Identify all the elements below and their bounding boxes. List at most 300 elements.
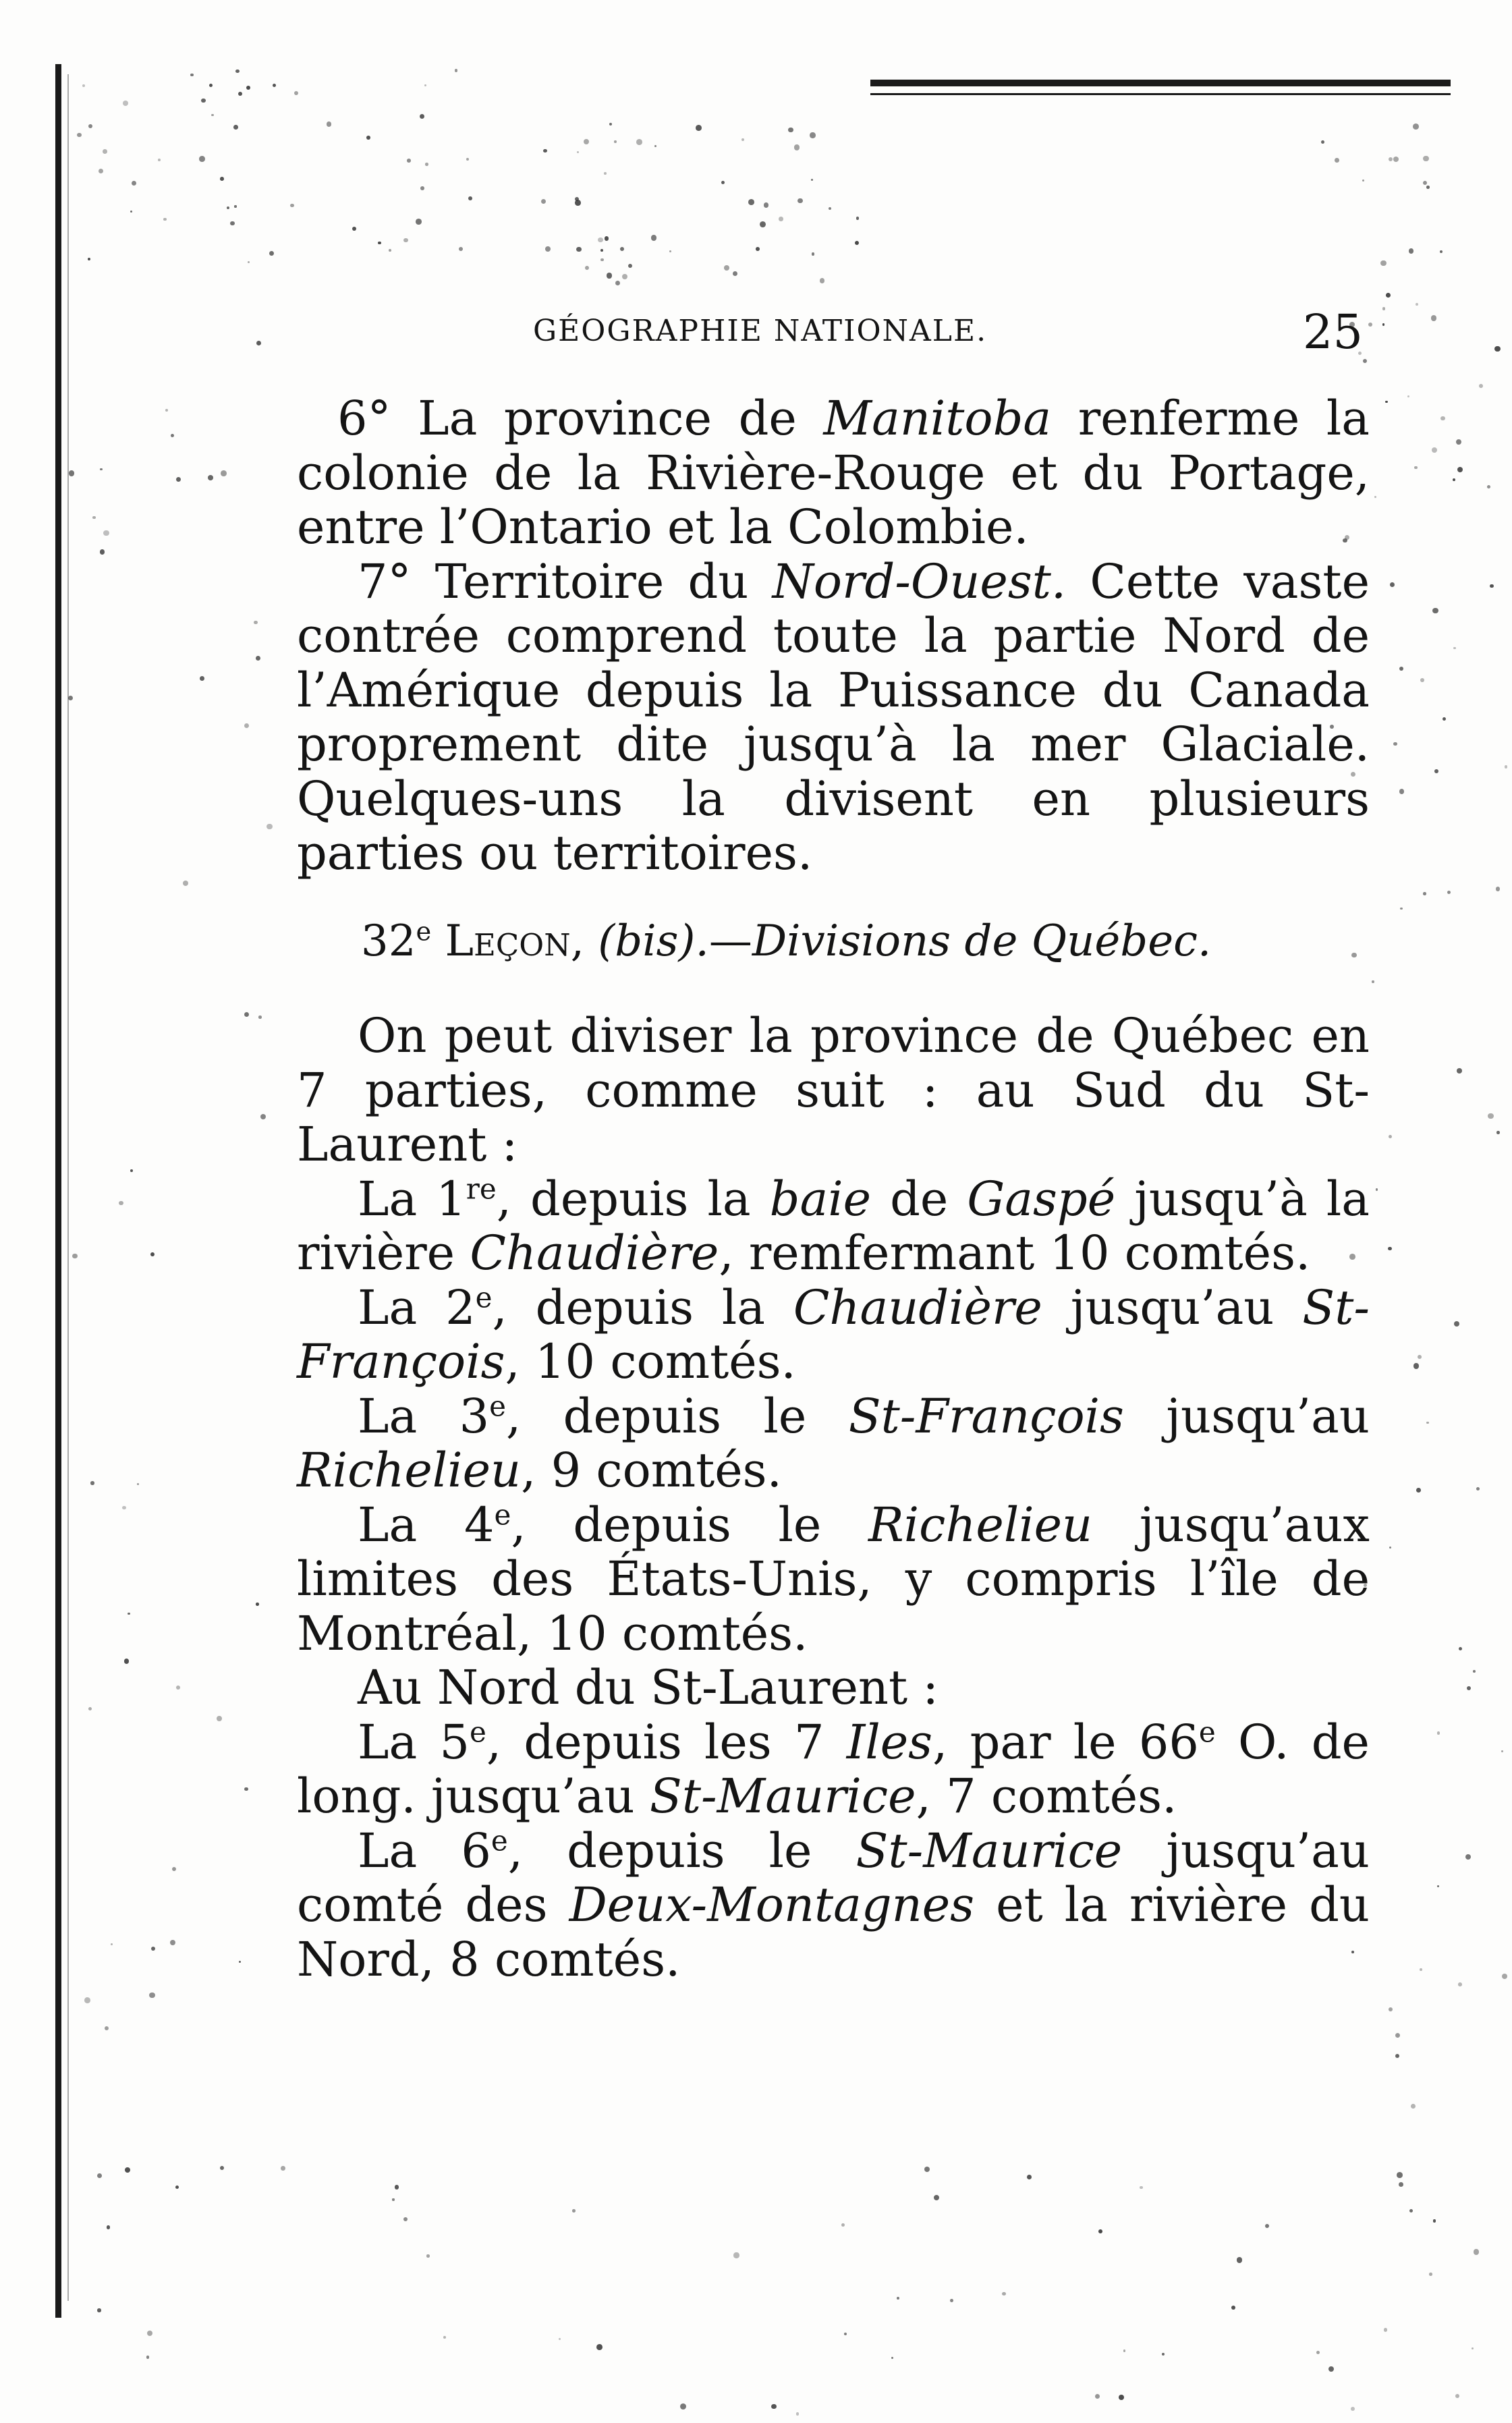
italic-text: Manitoba — [823, 391, 1052, 446]
speck — [1416, 1488, 1421, 1493]
speck — [119, 1201, 123, 1206]
lesson-title: Divisions de Québec. — [752, 916, 1212, 966]
speck — [1162, 2353, 1165, 2356]
ordinal-suffix: e — [469, 1715, 486, 1749]
speck — [227, 206, 229, 209]
speck — [403, 2217, 408, 2221]
speck — [1385, 401, 1387, 403]
speck — [771, 2404, 776, 2409]
text-run: jusqu’au — [1042, 1279, 1303, 1335]
speck — [1386, 293, 1391, 298]
speck — [443, 2336, 446, 2339]
speck — [1429, 2273, 1432, 2276]
text-run: , depuis le — [507, 1822, 856, 1878]
speck — [924, 2167, 930, 2172]
speck — [1457, 467, 1463, 472]
speck — [1413, 1363, 1419, 1368]
italic-text: St-François — [297, 1279, 1370, 1389]
ordinal-suffix: e — [1198, 1715, 1216, 1749]
paragraphs-section — [297, 1009, 1370, 1986]
speck — [88, 1707, 92, 1710]
speck — [1384, 2328, 1388, 2332]
speck — [1265, 2224, 1269, 2228]
binding-shadow — [67, 74, 69, 2301]
running-head — [533, 304, 1403, 361]
speck — [1476, 1487, 1480, 1491]
speck — [1397, 2172, 1403, 2178]
speck — [1426, 186, 1430, 189]
speck — [425, 163, 428, 165]
speck — [246, 86, 251, 90]
speck — [1502, 1974, 1507, 1979]
speck — [1423, 181, 1427, 185]
speck — [244, 723, 249, 728]
speck — [1374, 496, 1376, 498]
speck — [1393, 157, 1399, 162]
speck — [760, 221, 766, 227]
speck — [733, 271, 737, 276]
speck — [598, 238, 603, 242]
speck — [1390, 582, 1395, 587]
text-run: La 5 — [358, 1714, 470, 1770]
top-rule — [870, 80, 1451, 86]
speck — [420, 186, 424, 190]
speck — [543, 149, 547, 153]
speck — [1496, 1131, 1499, 1134]
speck — [897, 2297, 899, 2300]
speck — [107, 2225, 110, 2229]
speck — [256, 1603, 259, 1606]
speck — [88, 124, 92, 128]
speck — [97, 2308, 101, 2312]
text-run: jusqu’au comté des — [297, 1822, 1370, 1932]
speck — [1473, 1670, 1476, 1673]
speck — [748, 199, 754, 205]
speck — [389, 249, 391, 252]
text-run: Cette vaste contrée comprend toute la partie Nord de l’Amérique depuis la Puissance du Canada proprement dite jusqu’à la mer Glaciale. Quelques-uns la divisent en plusieurs parties ou territoires. — [297, 553, 1370, 881]
speck — [82, 84, 85, 87]
speck — [1321, 140, 1324, 144]
speck — [1376, 1188, 1378, 1191]
speck — [812, 252, 815, 256]
speck — [545, 246, 551, 252]
speck — [669, 250, 672, 253]
speck — [1434, 769, 1438, 773]
speck — [1380, 260, 1386, 266]
paragraph — [297, 1498, 1370, 1661]
italic-text: Deux-Montagnes — [569, 1877, 975, 1932]
text-run: , depuis le — [511, 1497, 869, 1553]
speck — [1472, 2347, 1474, 2349]
speck — [620, 247, 625, 252]
speck — [950, 2299, 953, 2302]
speck — [764, 202, 769, 208]
speck — [176, 1686, 180, 1690]
speck — [844, 2333, 847, 2335]
speck — [1316, 2351, 1320, 2354]
speck — [424, 84, 426, 86]
speck — [221, 470, 227, 476]
speck — [468, 196, 472, 200]
speck — [248, 261, 250, 264]
speck — [209, 84, 213, 87]
speck — [258, 1015, 261, 1018]
speck — [1454, 1321, 1459, 1327]
text-run: La 2 — [358, 1279, 476, 1335]
speck — [559, 2338, 561, 2340]
italic-text: Nord-Ouest. — [772, 553, 1067, 609]
speck — [395, 2185, 399, 2189]
speck — [459, 247, 463, 251]
text-run: et la rivière du Nord, 8 comtés. — [297, 1877, 1370, 1987]
text-run: , 10 comtés. — [505, 1334, 796, 1389]
text-run: renferme la colonie de la Rivière-Rouge et du Portage, entre l’Ontario et la Colombie. — [297, 391, 1370, 555]
paragraph — [297, 1661, 1370, 1715]
speck — [596, 2344, 603, 2350]
speck — [794, 144, 800, 150]
speck — [1395, 2054, 1399, 2058]
text-run: O. de long. jusqu’au — [297, 1714, 1370, 1824]
speck — [72, 1254, 78, 1259]
speck — [609, 123, 613, 126]
speck — [426, 2254, 429, 2257]
speck — [92, 516, 96, 520]
speck — [829, 207, 831, 210]
speck — [541, 199, 546, 204]
speck — [1431, 315, 1437, 321]
italic-text: St-Maurice — [856, 1822, 1123, 1878]
speck — [88, 258, 90, 260]
speck — [269, 251, 274, 256]
text-run: On peut diviser la province de Québec en 7 parties, comme suit : au Sud du St-Laurent : — [297, 1008, 1370, 1172]
speck — [1432, 608, 1438, 614]
speck — [392, 2198, 394, 2200]
speck — [1335, 158, 1339, 163]
speck — [696, 125, 702, 131]
speck — [466, 158, 469, 161]
speck — [1389, 1547, 1391, 1549]
speck — [1409, 248, 1413, 253]
speck — [124, 1659, 130, 1664]
speck — [1362, 179, 1364, 182]
paragraph — [297, 1009, 1370, 1172]
speck — [855, 241, 859, 245]
lesson-heading: 32e Leçon, (bis).—Divisions de Québec. — [361, 916, 1212, 966]
speck — [84, 1997, 90, 2003]
speck — [1418, 1355, 1422, 1359]
speck — [105, 2026, 109, 2030]
speck — [100, 468, 102, 470]
speck — [378, 242, 381, 245]
speck — [122, 1506, 125, 1509]
speck — [1479, 384, 1483, 388]
speck — [175, 2185, 179, 2190]
speck — [1437, 1885, 1439, 1887]
speck — [123, 101, 128, 106]
speck — [1487, 485, 1490, 489]
speck — [1351, 2407, 1355, 2411]
speck — [1407, 395, 1409, 397]
ordinal-suffix: e — [494, 1498, 511, 1532]
speck — [230, 221, 235, 226]
lesson-number: 32 — [361, 916, 416, 966]
speck — [244, 1787, 248, 1791]
speck — [281, 2166, 285, 2171]
speck — [636, 139, 642, 145]
speck — [810, 132, 815, 138]
speck — [584, 139, 589, 144]
speck — [130, 1169, 133, 1172]
speck — [165, 409, 168, 412]
paragraph — [297, 1715, 1370, 1824]
speck — [260, 1114, 266, 1119]
paragraph — [297, 1389, 1370, 1498]
speck — [576, 247, 581, 252]
speck — [1002, 2292, 1006, 2296]
speck — [622, 274, 627, 279]
speck — [77, 133, 81, 137]
text-run: , remfermant 10 comtés. — [719, 1225, 1311, 1281]
lesson-number-suffix: e — [416, 916, 432, 947]
text-run: jusqu’aux limites des États-Unis, y compris l’île de Montréal, 10 comtés. — [297, 1497, 1370, 1661]
speck — [171, 434, 174, 437]
speck — [403, 238, 408, 242]
lesson-dash: — — [708, 916, 752, 966]
speck — [97, 2173, 102, 2178]
text-run: jusqu’à la rivière — [297, 1171, 1370, 1281]
speck — [1447, 891, 1451, 894]
speck — [1393, 742, 1397, 746]
speck — [651, 235, 657, 241]
lesson-word: Leçon — [445, 916, 571, 966]
speck — [170, 1940, 175, 1945]
speck — [1399, 667, 1403, 671]
italic-text: Iles — [846, 1714, 933, 1770]
text-run: La 6 — [358, 1822, 491, 1878]
speck — [628, 264, 632, 268]
speck — [841, 2223, 845, 2227]
speck — [199, 156, 205, 162]
speck — [1399, 789, 1404, 793]
italic-text: St-François — [848, 1388, 1124, 1444]
speck — [654, 145, 656, 147]
speck — [1459, 1647, 1462, 1650]
lesson-bis: (bis). — [598, 916, 709, 966]
speck — [137, 1483, 139, 1485]
speck — [90, 1481, 94, 1485]
speck — [211, 114, 213, 116]
speck — [1494, 346, 1500, 352]
speck — [1488, 1113, 1494, 1119]
speck — [239, 1961, 242, 1964]
speck — [856, 217, 859, 219]
speck — [575, 197, 579, 201]
speck — [1437, 1731, 1440, 1734]
speck — [604, 172, 607, 175]
speck — [128, 1613, 130, 1615]
paragraph — [297, 1172, 1370, 1281]
speck — [1423, 156, 1428, 161]
speck — [724, 265, 729, 271]
speck — [132, 181, 136, 186]
speck — [605, 236, 609, 240]
paragraph — [297, 1824, 1370, 1987]
speck — [614, 140, 617, 143]
binding-edge — [55, 64, 61, 2318]
speck — [1457, 1068, 1462, 1074]
speck — [721, 181, 725, 184]
speck — [1501, 1750, 1503, 1752]
italic-text: Chaudière — [793, 1279, 1042, 1335]
text-run: , par le 66 — [932, 1714, 1199, 1770]
text-run: Au Nord du St-Laurent : — [358, 1660, 939, 1715]
speck — [1413, 123, 1419, 130]
speck — [1423, 892, 1426, 895]
speck — [130, 211, 132, 213]
speck — [190, 74, 193, 76]
speck — [208, 475, 213, 480]
speck — [235, 69, 240, 74]
speck — [238, 92, 242, 96]
speck — [680, 2403, 686, 2410]
paragraph — [297, 1281, 1370, 1389]
speck — [455, 69, 458, 72]
speck — [1426, 1422, 1429, 1424]
speck — [172, 1867, 176, 1871]
speck — [1490, 584, 1493, 588]
speck — [741, 138, 744, 141]
speck — [1399, 2182, 1403, 2187]
paragraphs-top — [297, 391, 1370, 881]
text-run: , depuis le — [506, 1388, 849, 1444]
speck — [1389, 1135, 1392, 1138]
speck — [99, 169, 103, 173]
text-run: La 4 — [358, 1497, 495, 1553]
speck — [220, 2166, 224, 2170]
paragraph — [297, 391, 1370, 555]
speck — [1411, 2104, 1416, 2109]
italic-text: St-Maurice — [649, 1768, 916, 1824]
speck — [756, 247, 760, 251]
speck — [733, 2252, 739, 2258]
speck — [163, 218, 167, 221]
speck — [1420, 678, 1424, 682]
speck — [416, 219, 422, 225]
text-run: La 1 — [358, 1171, 466, 1227]
text-run: , depuis les 7 — [486, 1714, 847, 1770]
speck — [600, 258, 604, 262]
speck — [254, 621, 258, 625]
speck — [1443, 717, 1447, 721]
speck — [233, 125, 238, 130]
speck — [200, 676, 204, 681]
speck — [1456, 439, 1461, 445]
speck — [1395, 2033, 1400, 2038]
speck — [1095, 2394, 1100, 2399]
ordinal-suffix: re — [466, 1172, 497, 1206]
text-run: La 3 — [358, 1388, 490, 1444]
speck — [1474, 2249, 1480, 2255]
speck — [150, 1252, 155, 1256]
text-run: , 7 comtés. — [916, 1768, 1177, 1824]
speck — [797, 198, 802, 203]
speck — [1389, 157, 1393, 162]
speck — [146, 2356, 150, 2359]
speck — [820, 278, 824, 283]
speck — [1432, 447, 1437, 453]
speck — [327, 121, 331, 126]
text-run: 6° La province de — [337, 391, 824, 446]
speck — [256, 656, 260, 661]
ordinal-suffix: e — [489, 1389, 507, 1423]
speck — [572, 2209, 575, 2212]
speck — [607, 273, 612, 278]
speck — [149, 1993, 155, 1999]
speck — [352, 227, 356, 231]
speck — [1467, 1686, 1471, 1690]
speck — [1098, 2229, 1102, 2233]
speck — [1389, 2007, 1393, 2011]
speck — [788, 128, 793, 133]
speck — [125, 2167, 130, 2173]
speck — [1453, 647, 1456, 650]
speck — [103, 149, 107, 154]
text-run: de — [871, 1171, 968, 1227]
body-text — [297, 391, 1370, 1986]
ordinal-suffix: e — [475, 1281, 493, 1314]
speck — [1414, 466, 1417, 469]
page-number: 25 — [1302, 304, 1363, 360]
speck — [217, 1716, 222, 1721]
speck — [779, 217, 783, 221]
speck — [234, 205, 236, 207]
speck — [1440, 416, 1445, 421]
speck — [891, 2357, 893, 2359]
speck — [201, 99, 205, 103]
speck — [407, 159, 411, 163]
ordinal-suffix: e — [491, 1824, 508, 1858]
speck — [1372, 980, 1374, 982]
speck — [1388, 1247, 1391, 1250]
speck — [244, 1012, 249, 1017]
speck — [158, 159, 161, 161]
speck — [111, 1943, 113, 1946]
speck — [1496, 887, 1500, 891]
speck — [1416, 303, 1418, 306]
speck — [100, 549, 105, 554]
text-run: jusqu’au — [1123, 1388, 1370, 1444]
speck — [796, 2412, 799, 2415]
speck — [256, 341, 261, 345]
speck — [220, 177, 224, 181]
speck — [366, 136, 370, 140]
speck — [294, 91, 298, 95]
speck — [1409, 2209, 1413, 2212]
speck — [1505, 765, 1508, 769]
speck — [1455, 2394, 1459, 2398]
paragraph — [297, 555, 1370, 881]
speck — [1123, 2349, 1126, 2352]
speck — [1453, 478, 1455, 481]
speck — [273, 84, 277, 88]
italic-text: baie — [769, 1171, 872, 1227]
speck — [600, 249, 603, 252]
speck — [585, 266, 589, 270]
speck — [1237, 2257, 1242, 2262]
italic-text: Richelieu — [868, 1497, 1093, 1553]
speck — [1420, 1968, 1422, 1971]
text-run: , 9 comtés. — [521, 1443, 782, 1498]
